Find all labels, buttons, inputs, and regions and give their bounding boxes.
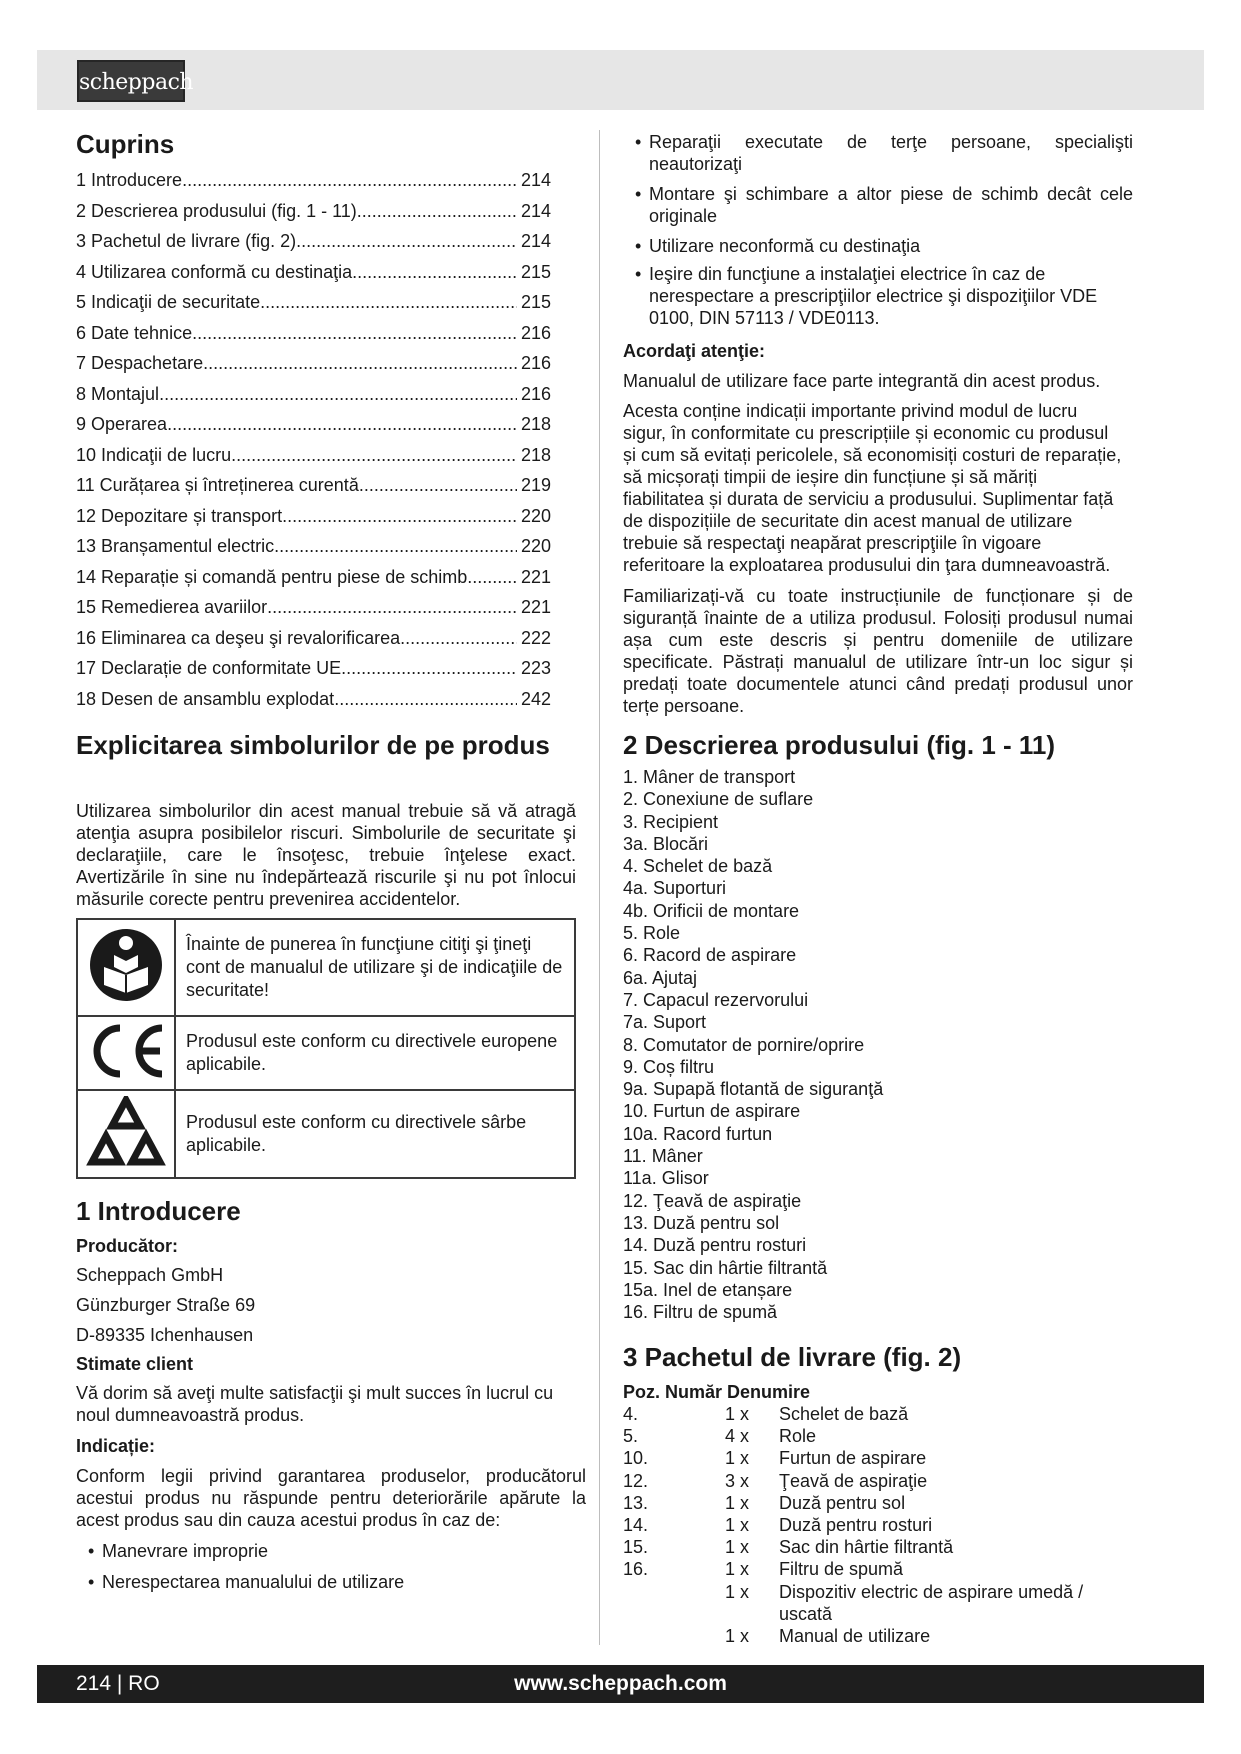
toc-entry: 3 Pachetul de livrare (fig. 2) ..... 214 — [76, 226, 551, 257]
toc-entry: 16 Eliminarea ca deşeu şi revalorificarea ..... 222 — [76, 623, 551, 654]
footer-band — [37, 1665, 1204, 1703]
manufacturer-line: D-89335 Ichenhausen — [76, 1325, 254, 1345]
manufacturer-line: Scheppach GmbH — [76, 1265, 224, 1285]
part-list-item: 3a. Blocări — [623, 833, 709, 854]
symbol-text: Produsul este conform cu directivele europene aplicabile. — [175, 1016, 575, 1090]
attention-paragraph: Acesta conține indicații importante privind modul de lucru sigur, în conformitate cu prescripțiile și economic cu produsul și cum să evitați pericolele, să economisiți costuri de reparație, să micșorați timpii de ieșire din funcțiune și să măriți fiabilitatea și durata de serviciu a produsului. Suplimentar față de dispozițiile de securitate din acest manual de utilizare trebuie să respectaţi neapărat prescripţiile în vigoare referitoare la exploatarea produsului din ţara dumneavoastră. — [623, 401, 1122, 575]
part-list-item: 4b. Orificii de montare — [623, 900, 800, 921]
brand-logo: scheppach — [77, 60, 185, 102]
toc-entry: 13 Branșamentul electric ..... 220 — [76, 531, 551, 562]
part-list-item: 16. Filtru de spumă — [623, 1302, 778, 1323]
bullet-item: • Utilizare neconformă cu destinaţia — [635, 236, 921, 256]
scope-header: Poz. Număr Denumire — [623, 1382, 811, 1402]
header-band — [37, 50, 1204, 110]
bullet-item: • Montare şi schimbare a altor piese de schimb decât cele originale — [635, 184, 1133, 226]
attention-paragraph: Manualul de utilizare face parte integrantă din acest produs. — [623, 371, 1101, 391]
scope-row: 1 x Dispozitiv electric de aspirare umedă / uscată — [724, 1581, 1084, 1624]
part-list-item: 3. Recipient — [623, 811, 719, 832]
scope-row: 15. 1 x Sac din hârtie filtrantă — [623, 1537, 954, 1558]
toc-entry: 1 Introducere ..... 214 — [76, 165, 551, 196]
scope-row: 14. 1 x Duză pentru rosturi — [623, 1515, 933, 1536]
symbols-intro: Utilizarea simbolurilor din acest manual trebuie să vă atragă atenţia asupra posibilelor riscuri. Simbolurile de securitate şi declaraţiile, care le însoţesc, trebuie înţelese exact. Avertizările în sine nu îndepărtează riscurile şi nu pot înlocui măsurile corecte pentru prevenirea accidentelor. — [76, 801, 576, 909]
toc-entry: 17 Declarație de conformitate UE ..... 223 — [76, 653, 551, 684]
part-list-item: 8. Comutator de pornire/oprire — [623, 1034, 865, 1055]
toc-entry: 5 Indicaţii de securitate ..... 215 — [76, 287, 551, 318]
scope-row: 5. 4 x Role — [623, 1426, 817, 1447]
part-list-item: 7a. Suport — [623, 1012, 707, 1033]
symbol-text: Înainte de punerea în funcţiune citiţi şi ţineţi cont de manualul de utilizare şi de indicaţiile de securitate! — [175, 919, 575, 1016]
client-heading: Stimate client — [76, 1354, 194, 1374]
read-manual-icon — [77, 919, 175, 1016]
toc-entry: 14 Reparație și comandă pentru piese de schimb. ..... 221 — [76, 562, 551, 593]
part-list-item: 2. Conexiune de suflare — [623, 789, 814, 810]
scope-row: 13. 1 x Duză pentru sol — [623, 1492, 906, 1513]
symbols-title: Explicitarea simbolurilor de pe produs — [76, 730, 550, 760]
attention-paragraph: Familiarizați-vă cu toate instrucțiunile de funcționare și de siguranță înainte de a utiliza produsul. Folosiți produsul numai așa cum este descris și pentru domeniile de utilizare specificate. Păstrați manualul de utilizare într-un loc sigur și predați toate documentele atunci când predați produsul unor terțe persoane. — [623, 586, 1133, 716]
description-title: 2 Descrierea produsului (fig. 1 - 11) — [623, 730, 1056, 760]
part-list-item: 9. Coș filtru — [623, 1056, 715, 1077]
toc-entry: 10 Indicaţii de lucru ..... 218 — [76, 440, 551, 471]
toc-entry: 11 Curățarea și întreținerea curentă ..... 219 — [76, 470, 551, 501]
toc-entry: 18 Desen de ansamblu explodat ..... 242 — [76, 684, 551, 715]
client-text: Vă dorim să aveţi multe satisfacţii şi mult succes în lucrul cu noul dumneavoastră produs. — [76, 1383, 554, 1425]
part-list-item: 15a. Inel de etanșare — [623, 1279, 793, 1300]
part-list-item: 4a. Suporturi — [623, 878, 727, 899]
scope-row: 4. 1 x Schelet de bază — [623, 1404, 909, 1424]
part-list-item: 6. Racord de aspirare — [623, 945, 797, 966]
symbol-row — [77, 1090, 575, 1178]
part-list-item: 13. Duză pentru sol — [623, 1212, 780, 1233]
scope-row: 12. 3 x Ţeavă de aspiraţie — [623, 1470, 928, 1491]
part-list-item: 10. Furtun de aspirare — [623, 1101, 801, 1122]
part-list-item: 15. Sac din hârtie filtrantă — [623, 1257, 828, 1278]
part-list-item: 4. Schelet de bază — [623, 856, 773, 877]
footer-url: www.scheppach.com — [514, 1672, 727, 1695]
toc-entry: 8 Montajul ..... 216 — [76, 379, 551, 410]
part-list-item: 14. Duză pentru rosturi — [623, 1235, 807, 1256]
part-list-item: 11a. Glisor — [623, 1168, 709, 1189]
part-list-item: 6a. Ajutaj — [623, 967, 698, 988]
part-list-item: 5. Role — [623, 923, 681, 944]
part-list-item: 10a. Racord furtun — [623, 1123, 773, 1144]
note-text: Conform legii privind garantarea produselor, producătorul acestui produs nu răspunde pentru deteriorările apărute la acest produs sau din cauza acestui produs în caz de: — [76, 1466, 586, 1530]
part-list-item: 11. Mâner — [623, 1146, 703, 1167]
manufacturer-line: Günzburger Straße 69 — [76, 1295, 256, 1315]
bullet-item: • Manevrare improprie — [88, 1541, 269, 1561]
part-list-item: 12. Ţeavă de aspiraţie — [623, 1190, 802, 1211]
symbol-row — [77, 919, 575, 1016]
scope-row: 16. 1 x Filtru de spumă — [623, 1559, 904, 1580]
toc-entry: 6 Date tehnice ..... 216 — [76, 318, 551, 349]
toc-entry: 15 Remedierea avariilor ..... 221 — [76, 592, 551, 623]
column-divider — [599, 130, 600, 1645]
toc-entry: 2 Descrierea produsului (fig. 1 - 11) ..... 214 — [76, 196, 551, 227]
manufacturer-heading: Producător: — [76, 1236, 179, 1256]
scope-table — [623, 1403, 1133, 1647]
scope-row: 10. 1 x Furtun de aspirare — [623, 1448, 927, 1469]
intro-title: 1 Introducere — [76, 1196, 241, 1226]
toc-entry: 4 Utilizarea conformă cu destinaţia ..... 215 — [76, 257, 551, 288]
symbols-table — [76, 918, 576, 1179]
toc-entry: 7 Despachetare ..... 216 — [76, 348, 551, 379]
attention-heading: Acordaţi atenţie: — [623, 341, 766, 361]
scope-title: 3 Pachetul de livrare (fig. 2) — [623, 1342, 962, 1372]
page-number: 214 | RO — [76, 1672, 160, 1695]
scope-row: 1 x Manual de utilizare — [724, 1626, 931, 1647]
part-list-item: 7. Capacul rezervorului — [623, 989, 809, 1010]
toc-entry: 12 Depozitare și transport ..... 220 — [76, 501, 551, 532]
toc-entry: 9 Operarea ..... 218 — [76, 409, 551, 440]
part-list-item: 1. Mâner de transport — [623, 767, 796, 787]
note-heading: Indicație: — [76, 1436, 156, 1456]
serbian-conformity-icon — [77, 1090, 175, 1178]
symbol-text: Produsul este conform cu directivele sârbe aplicabile. — [175, 1090, 575, 1178]
part-list-item: 9a. Supapă flotantă de siguranţă — [623, 1079, 884, 1100]
symbol-row — [77, 1016, 575, 1090]
toc-title: Cuprins — [76, 129, 175, 159]
bullet-item: • Reparaţii executate de terţe persoane, specialişti neautorizaţi — [635, 132, 1133, 174]
bullet-item: • Nerespectarea manualului de utilizare — [88, 1572, 405, 1592]
toc-list — [76, 165, 551, 714]
description-list — [623, 766, 883, 1323]
ce-mark-icon — [77, 1016, 175, 1090]
bullet-item: • Ieşire din funcţiune a instalaţiei electrice în caz de nerespectare a prescripţiilor electrice şi dispoziţiilor VDE 0100, DIN 57113 / VDE0113. — [635, 264, 1098, 328]
